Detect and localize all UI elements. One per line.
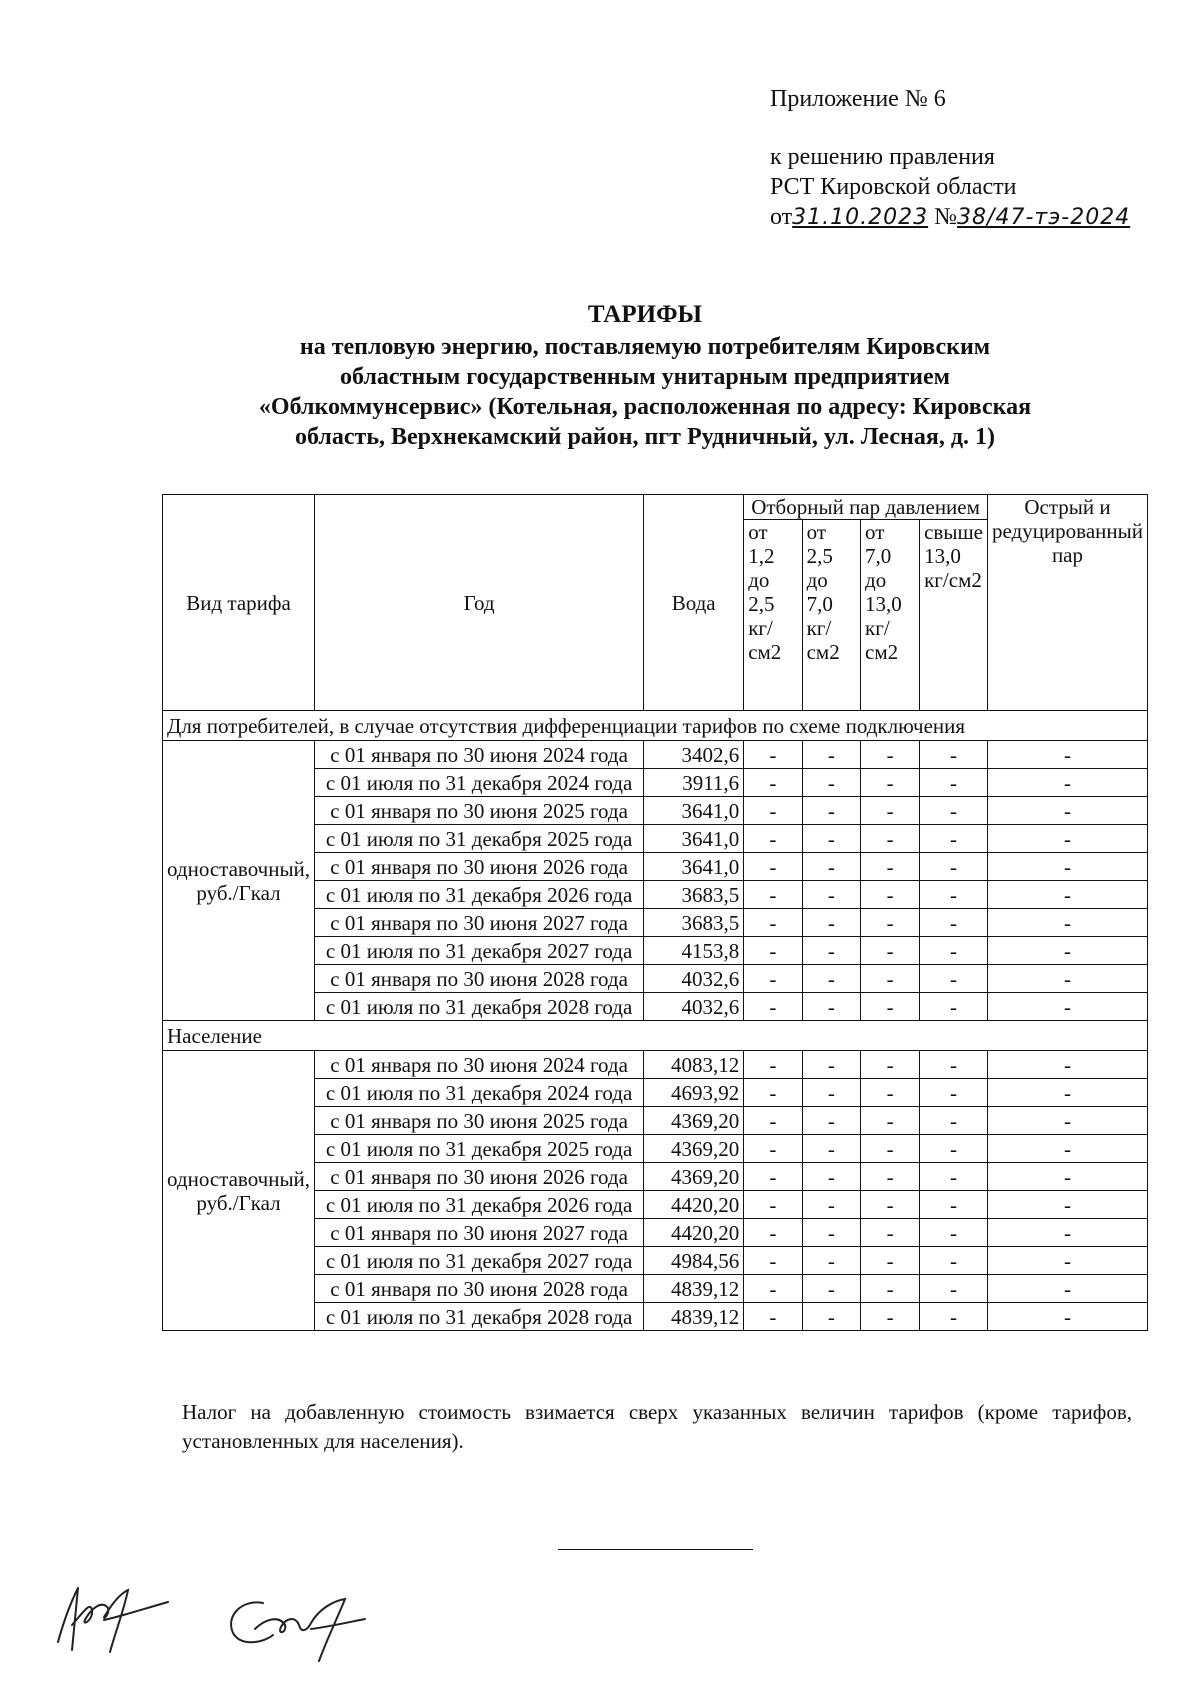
handwritten-number: 38/47-тэ-2024 (957, 205, 1131, 230)
water-tariff-cell: 4839,12 (644, 1303, 744, 1331)
pressure-1-cell: - (744, 797, 802, 825)
period-cell: с 01 июля по 31 декабря 2027 года (315, 1247, 644, 1275)
period-cell: с 01 июля по 31 декабря 2025 года (315, 1135, 644, 1163)
pressure-3-cell: - (861, 937, 920, 965)
header-god: Год (315, 495, 644, 711)
pressure-3-cell: - (861, 1275, 920, 1303)
title-line-4: область, Верхнекамский район, пгт Рудничный, ул. Лесная, д. 1) (295, 424, 995, 450)
sharp-steam-cell: - (987, 965, 1147, 993)
sharp-steam-cell: - (987, 1163, 1147, 1191)
pressure-3-cell: - (861, 1135, 920, 1163)
pressure-2-cell: - (802, 937, 860, 965)
sharp-steam-cell: - (987, 937, 1147, 965)
pressure-4-cell: - (920, 1219, 988, 1247)
closing-rule (558, 1549, 753, 1550)
pressure-2-cell: - (802, 1247, 860, 1275)
header-pressure-1: от 1,2 до 2,5 кг/см2 (744, 520, 802, 711)
header-otborny-par: Отборный пар давлением (744, 495, 988, 520)
pressure-4-cell: - (920, 1107, 988, 1135)
header-vid: Вид тарифа (163, 495, 315, 711)
sharp-steam-cell: - (987, 1191, 1147, 1219)
pressure-4-cell: - (920, 1135, 988, 1163)
pressure-4-cell: - (920, 909, 988, 937)
water-tariff-cell: 4032,6 (644, 993, 744, 1021)
pressure-1-cell: - (744, 769, 802, 797)
pressure-2-cell: - (802, 993, 860, 1021)
from-prefix: от (770, 204, 793, 230)
header-pressure-3: от 7,0 до 13,0 кг/см2 (861, 520, 920, 711)
water-tariff-cell: 3911,6 (644, 769, 744, 797)
sharp-steam-cell: - (987, 741, 1147, 769)
period-cell: с 01 января по 30 июня 2024 года (315, 1051, 644, 1079)
pressure-3-cell: - (861, 1191, 920, 1219)
sharp-steam-cell: - (987, 1051, 1147, 1079)
signature-2 (215, 1585, 385, 1665)
pressure-2-cell: - (802, 1163, 860, 1191)
pressure-4-cell: - (920, 853, 988, 881)
pressure-3-cell: - (861, 1163, 920, 1191)
header-voda: Вода (644, 495, 744, 711)
title-line-2: областным государственным унитарным предприятием (340, 364, 950, 390)
pressure-1-cell: - (744, 1219, 802, 1247)
sharp-steam-cell: - (987, 769, 1147, 797)
period-cell: с 01 января по 30 июня 2027 года (315, 909, 644, 937)
pressure-2-cell: - (802, 1275, 860, 1303)
pressure-1-cell: - (744, 1191, 802, 1219)
sharp-steam-cell: - (987, 1219, 1147, 1247)
water-tariff-cell: 4420,20 (644, 1191, 744, 1219)
number-prefix: № (934, 204, 958, 230)
sharp-steam-cell: - (987, 909, 1147, 937)
water-tariff-cell: 4984,56 (644, 1247, 744, 1275)
pressure-3-cell: - (861, 1247, 920, 1275)
pressure-3-cell: - (861, 1079, 920, 1107)
pressure-4-cell: - (920, 1247, 988, 1275)
pressure-2-cell: - (802, 1107, 860, 1135)
tariff-type-cell: одноставочный, руб./Гкал (163, 741, 315, 1021)
sharp-steam-cell: - (987, 853, 1147, 881)
pressure-3-cell: - (861, 1107, 920, 1135)
table-row (163, 1051, 1148, 1079)
period-cell: с 01 июля по 31 декабря 2025 года (315, 825, 644, 853)
water-tariff-cell: 4153,8 (644, 937, 744, 965)
pressure-2-cell: - (802, 909, 860, 937)
pressure-4-cell: - (920, 993, 988, 1021)
pressure-1-cell: - (744, 741, 802, 769)
title-line-1: на тепловую энергию, поставляемую потребителям Кировским (299, 334, 991, 360)
section-title: Население (163, 1021, 1148, 1051)
tariff-table (162, 494, 1148, 1331)
pressure-3-cell: - (861, 1303, 920, 1331)
period-cell: с 01 января по 30 июня 2026 года (315, 1163, 644, 1191)
water-tariff-cell: 4369,20 (644, 1135, 744, 1163)
pressure-2-cell: - (802, 1051, 860, 1079)
pressure-1-cell: - (744, 1079, 802, 1107)
water-tariff-cell: 3641,0 (644, 825, 744, 853)
pressure-3-cell: - (861, 825, 920, 853)
sharp-steam-cell: - (987, 1135, 1147, 1163)
sharp-steam-cell: - (987, 825, 1147, 853)
handwritten-date: 31.10.2023 (792, 205, 929, 230)
sharp-steam-cell: - (987, 1247, 1147, 1275)
pressure-3-cell: - (861, 881, 920, 909)
pressure-2-cell: - (802, 797, 860, 825)
authority-line: РСТ Кировской области (770, 174, 1017, 200)
pressure-3-cell: - (861, 965, 920, 993)
pressure-2-cell: - (802, 1079, 860, 1107)
title-main: ТАРИФЫ (587, 301, 703, 328)
pressure-4-cell: - (920, 1191, 988, 1219)
pressure-2-cell: - (802, 881, 860, 909)
pressure-3-cell: - (861, 797, 920, 825)
sharp-steam-cell: - (987, 1107, 1147, 1135)
period-cell: с 01 июля по 31 декабря 2024 года (315, 1079, 644, 1107)
pressure-4-cell: - (920, 937, 988, 965)
pressure-2-cell: - (802, 769, 860, 797)
pressure-1-cell: - (744, 1051, 802, 1079)
sharp-steam-cell: - (987, 1303, 1147, 1331)
section-title: Для потребителей, в случае отсутствия дифференциации тарифов по схеме подключения (163, 711, 1148, 741)
pressure-1-cell: - (744, 1247, 802, 1275)
period-cell: с 01 января по 30 июня 2025 года (315, 797, 644, 825)
water-tariff-cell: 4693,92 (644, 1079, 744, 1107)
pressure-4-cell: - (920, 825, 988, 853)
pressure-4-cell: - (920, 769, 988, 797)
table-row (163, 741, 1148, 769)
pressure-1-cell: - (744, 909, 802, 937)
water-tariff-cell: 4420,20 (644, 1219, 744, 1247)
header-pressure-4: свыше 13,0 кг/см2 (920, 520, 988, 711)
period-cell: с 01 января по 30 июня 2028 года (315, 965, 644, 993)
period-cell: с 01 января по 30 июня 2028 года (315, 1275, 644, 1303)
period-cell: с 01 июля по 31 декабря 2028 года (315, 1303, 644, 1331)
period-cell: с 01 июля по 31 декабря 2027 года (315, 937, 644, 965)
pressure-2-cell: - (802, 1135, 860, 1163)
water-tariff-cell: 3683,5 (644, 881, 744, 909)
water-tariff-cell: 4369,20 (644, 1163, 744, 1191)
title-line-3: «Облкоммунсервис» (Котельная, расположенная по адресу: Кировская (258, 394, 1032, 420)
pressure-4-cell: - (920, 1051, 988, 1079)
pressure-2-cell: - (802, 1303, 860, 1331)
pressure-4-cell: - (920, 797, 988, 825)
pressure-3-cell: - (861, 993, 920, 1021)
pressure-3-cell: - (861, 741, 920, 769)
water-tariff-cell: 4839,12 (644, 1275, 744, 1303)
period-cell: с 01 января по 30 июня 2024 года (315, 741, 644, 769)
tariff-type-cell: одноставочный, руб./Гкал (163, 1051, 315, 1331)
sharp-steam-cell: - (987, 797, 1147, 825)
pressure-4-cell: - (920, 1275, 988, 1303)
period-cell: с 01 июля по 31 декабря 2026 года (315, 881, 644, 909)
pressure-1-cell: - (744, 993, 802, 1021)
pressure-4-cell: - (920, 965, 988, 993)
section-header-row (163, 1021, 1148, 1051)
sharp-steam-cell: - (987, 1275, 1147, 1303)
signature-1 (50, 1580, 190, 1655)
pressure-1-cell: - (744, 1275, 802, 1303)
sharp-steam-cell: - (987, 881, 1147, 909)
table-body (163, 711, 1148, 1331)
pressure-4-cell: - (920, 1079, 988, 1107)
pressure-1-cell: - (744, 853, 802, 881)
pressure-1-cell: - (744, 965, 802, 993)
pressure-1-cell: - (744, 1135, 802, 1163)
pressure-2-cell: - (802, 741, 860, 769)
water-tariff-cell: 3683,5 (644, 909, 744, 937)
vat-note: Налог на добавленную стоимость взимается сверх указанных величин тарифов (кроме тарифов, установленных для населения). (182, 1400, 1132, 1453)
water-tariff-cell: 4369,20 (644, 1107, 744, 1135)
pressure-4-cell: - (920, 881, 988, 909)
pressure-4-cell: - (920, 1303, 988, 1331)
document-header (770, 84, 1190, 233)
pressure-1-cell: - (744, 1303, 802, 1331)
period-cell: с 01 января по 30 июня 2027 года (315, 1219, 644, 1247)
pressure-3-cell: - (861, 769, 920, 797)
pressure-2-cell: - (802, 1191, 860, 1219)
date-number-line (770, 202, 1190, 233)
water-tariff-cell: 4032,6 (644, 965, 744, 993)
water-tariff-cell: 3641,0 (644, 797, 744, 825)
pressure-3-cell: - (861, 1219, 920, 1247)
header-pressure-2: от 2,5 до 7,0 кг/см2 (802, 520, 860, 711)
period-cell: с 01 июля по 31 декабря 2028 года (315, 993, 644, 1021)
pressure-2-cell: - (802, 965, 860, 993)
pressure-1-cell: - (744, 937, 802, 965)
section-header-row (163, 711, 1148, 741)
pressure-4-cell: - (920, 1163, 988, 1191)
pressure-1-cell: - (744, 1107, 802, 1135)
pressure-3-cell: - (861, 1051, 920, 1079)
appendix-number: Приложение № 6 (770, 86, 946, 112)
period-cell: с 01 июля по 31 декабря 2024 года (315, 769, 644, 797)
sharp-steam-cell: - (987, 993, 1147, 1021)
period-cell: с 01 января по 30 июня 2026 года (315, 853, 644, 881)
sharp-steam-cell: - (987, 1079, 1147, 1107)
pressure-1-cell: - (744, 1163, 802, 1191)
period-cell: с 01 января по 30 июня 2025 года (315, 1107, 644, 1135)
pressure-4-cell: - (920, 741, 988, 769)
period-cell: с 01 июля по 31 декабря 2026 года (315, 1191, 644, 1219)
document-title (150, 300, 1140, 452)
pressure-1-cell: - (744, 881, 802, 909)
pressure-2-cell: - (802, 1219, 860, 1247)
pressure-3-cell: - (861, 853, 920, 881)
pressure-2-cell: - (802, 853, 860, 881)
header-ostry-par: Острый и редуцированный пар (987, 495, 1147, 711)
water-tariff-cell: 3641,0 (644, 853, 744, 881)
decision-line: к решению правления (770, 144, 995, 170)
pressure-2-cell: - (802, 825, 860, 853)
water-tariff-cell: 4083,12 (644, 1051, 744, 1079)
water-tariff-cell: 3402,6 (644, 741, 744, 769)
pressure-3-cell: - (861, 909, 920, 937)
pressure-1-cell: - (744, 825, 802, 853)
